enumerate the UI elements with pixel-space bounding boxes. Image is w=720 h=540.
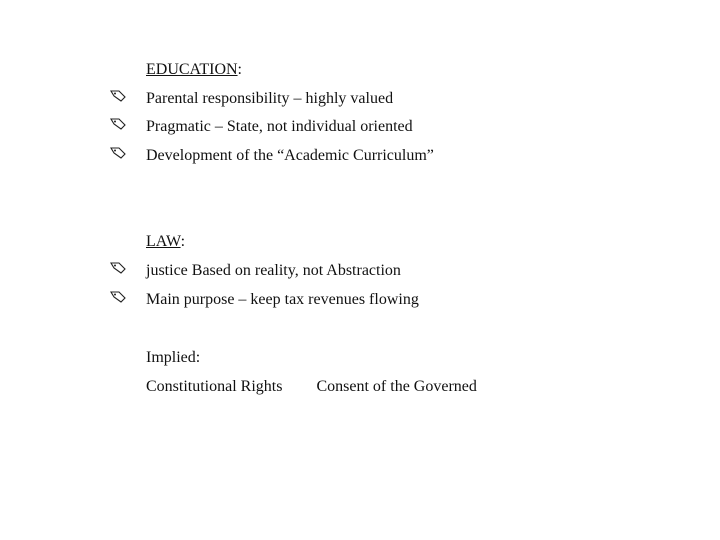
implied-item-1: Constitutional Rights [146, 378, 283, 395]
tag-icon [110, 89, 128, 103]
law-item-2: Main purpose – keep tax revenues flowing [146, 291, 419, 308]
education-item-3: Development of the “Academic Curriculum” [146, 147, 434, 164]
implied-items [146, 377, 477, 397]
tag-icon [110, 146, 128, 160]
education-item-1: Parental responsibility – highly valued [146, 90, 394, 107]
law-heading-text: LAW [146, 233, 181, 250]
tag-icon [110, 290, 128, 304]
tag-icon [110, 261, 128, 275]
education-heading [146, 60, 242, 80]
tag-icon [110, 117, 128, 131]
law-item-1: justice Based on reality, not Abstraction [146, 262, 401, 279]
implied-label: Implied: [146, 349, 201, 366]
education-heading-text: EDUCATION [146, 61, 238, 78]
law-heading [146, 232, 185, 252]
education-heading-colon: : [237, 61, 242, 78]
implied-item-2: Consent of the Governed [316, 378, 477, 395]
law-heading-colon: : [180, 233, 186, 250]
education-item-2: Pragmatic – State, not individual oriented [146, 118, 413, 135]
